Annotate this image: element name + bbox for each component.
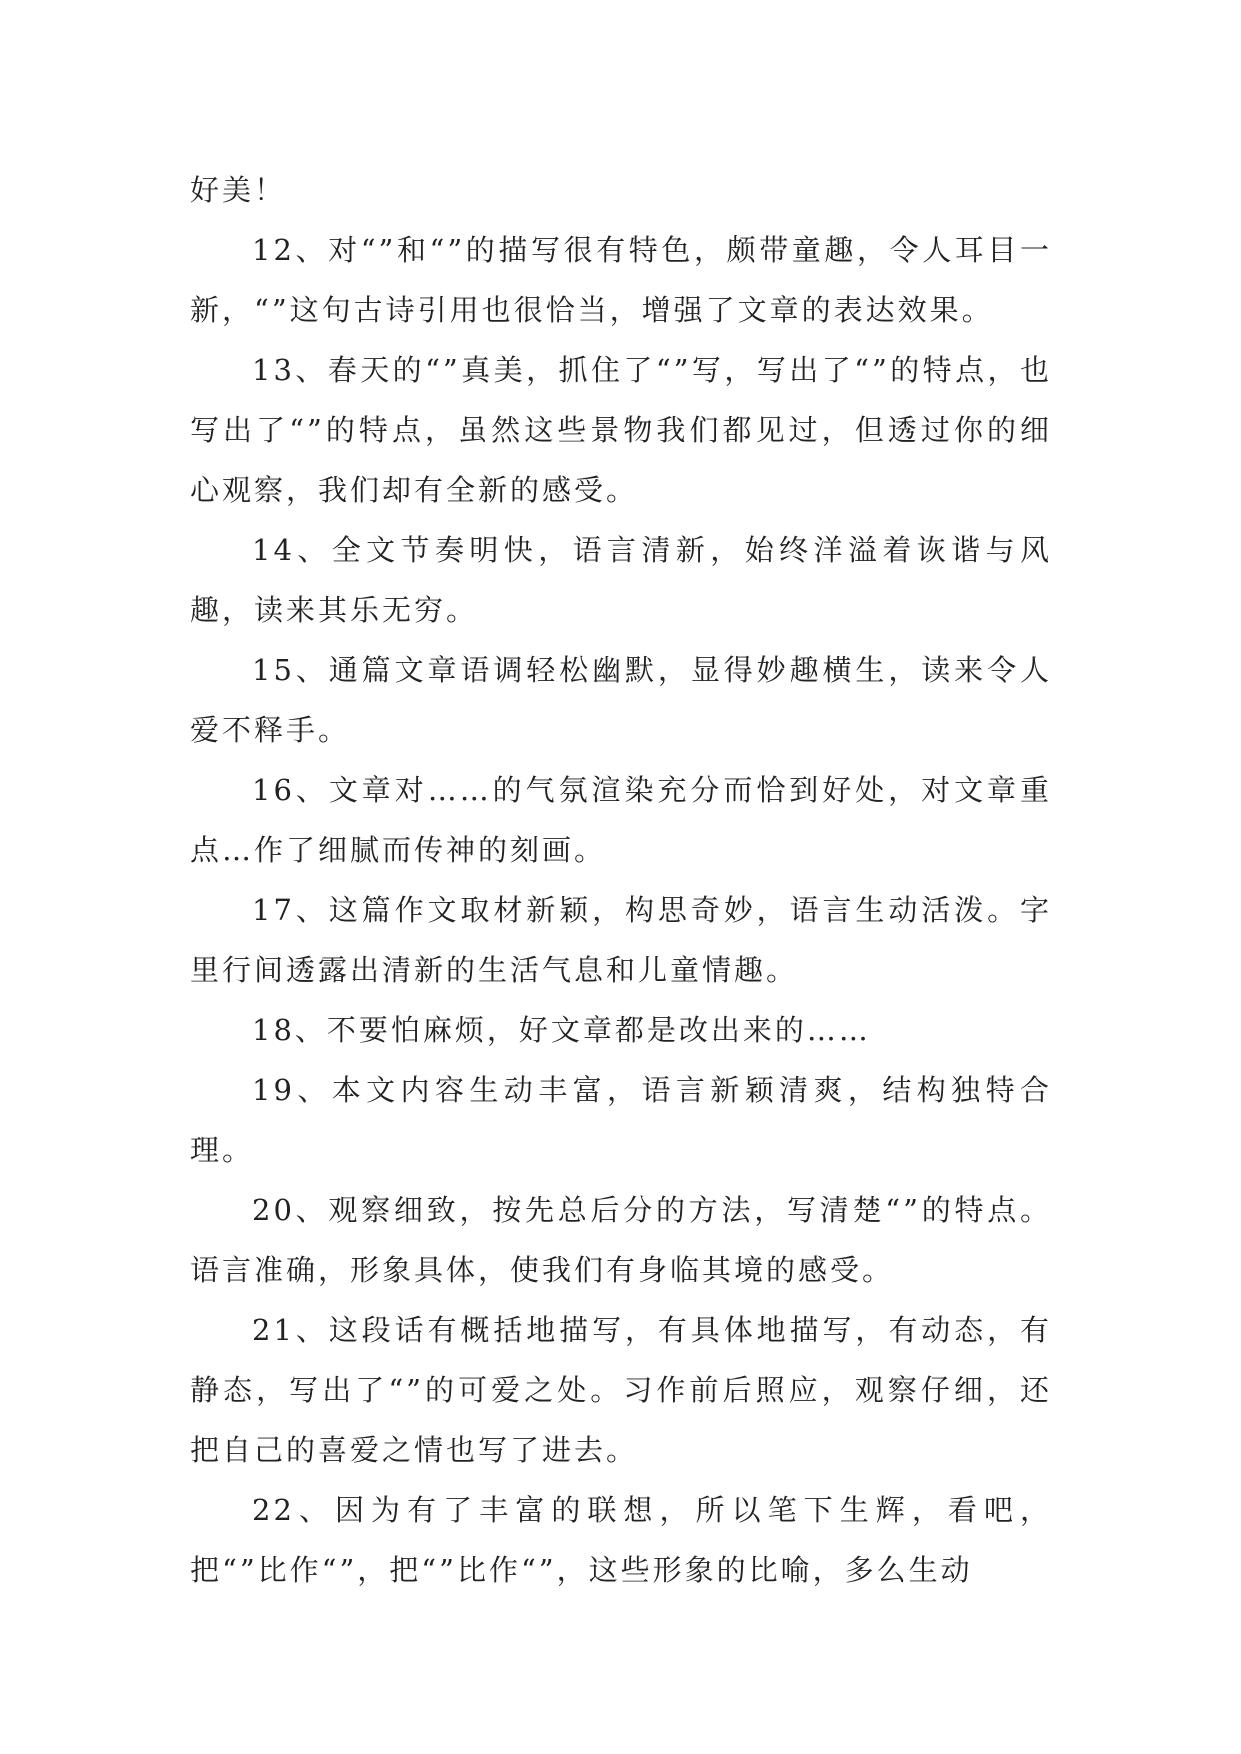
paragraph-comment-13: 13、春天的“”真美，抓住了“”写，写出了“”的特点，也写出了“”的特点，虽然这些景物我们都见过，但透过你的细心观察，我们却有全新的感受。 [190,353,1052,507]
paragraph-comment-20: 20、观察细致，按先总后分的方法，写清楚“”的特点。语言准确，形象具体，使我们有身临其境的感受。 [190,1193,1052,1287]
paragraph-comment-16: 16、文章对……的气氛渲染充分而恰到好处，对文章重点…作了细腻而传神的刻画。 [190,773,1052,867]
paragraph-continuation: 好美！ [190,173,287,207]
paragraph-comment-22: 22、因为有了丰富的联想，所以笔下生辉，看吧，把“”比作“”，把“”比作“”，这些形象的比喻，多么生动 [190,1493,1052,1587]
paragraph-comment-14: 14、全文节奏明快，语言清新，始终洋溢着诙谐与风趣，读来其乐无穷。 [190,533,1052,627]
document-page [190,160,1052,1600]
paragraph-comment-17: 17、这篇作文取材新颖，构思奇妙，语言生动活泼。字里行间透露出清新的生活气息和儿童情趣。 [190,893,1052,987]
paragraph-comment-15: 15、通篇文章语调轻松幽默，显得妙趣横生，读来令人爱不释手。 [190,653,1052,747]
paragraph-comment-19: 19、本文内容生动丰富，语言新颖清爽，结构独特合理。 [190,1073,1052,1167]
paragraph-comment-12: 12、对“”和“”的描写很有特色，颇带童趣，令人耳目一新，“”这句古诗引用也很恰当，增强了文章的表达效果。 [190,233,1052,327]
paragraph-comment-18: 18、不要怕麻烦，好文章都是改出来的…… [252,1013,871,1047]
paragraph-comment-21: 21、这段话有概括地描写，有具体地描写，有动态，有静态，写出了“”的可爱之处。习作前后照应，观察仔细，还把自己的喜爱之情也写了进去。 [190,1313,1052,1467]
